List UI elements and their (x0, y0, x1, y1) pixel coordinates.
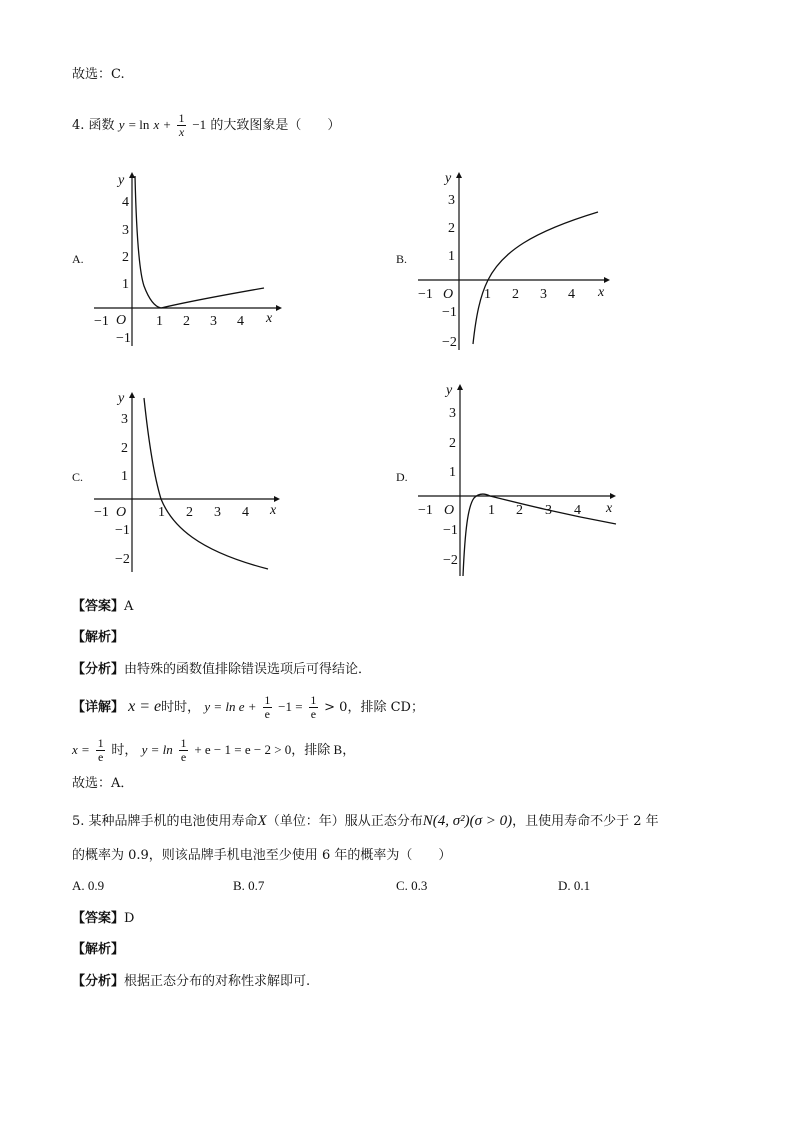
q4-detail1-a: x = e (128, 698, 162, 715)
graph-b-y-label: y (445, 171, 452, 186)
graph-a-ytick: 4 (122, 195, 129, 210)
graph-c-xtick: 4 (242, 505, 249, 520)
graph-d-curve (463, 494, 616, 576)
graph-a-x-label: x (266, 311, 273, 326)
q4-formula-tail: −1 (192, 117, 207, 132)
graph-b-x-arrow (604, 277, 610, 283)
q5-analysis-label: 【解析】 (72, 942, 125, 957)
graph-b-xtick: 1 (484, 287, 491, 302)
q4-formula-fraction (177, 112, 186, 139)
q4-detail-tag: 【详解】 (72, 700, 125, 715)
q4-detail2-b: 时， (111, 743, 138, 758)
q4-detail2-c: y = ln (141, 742, 173, 757)
q4-detail1-frac-num: 1 (264, 693, 271, 707)
q5-answer-line (72, 910, 134, 928)
graph-b-ytick: 2 (448, 221, 455, 236)
graph-c-y-arrow (129, 392, 135, 398)
graph-a-xtick: 2 (183, 314, 190, 329)
q5-choice-b: B. 0.7 (233, 878, 265, 893)
q5-fenxi-line (72, 973, 310, 991)
q4-detail1-c: y = ln e + (204, 699, 257, 714)
graph-c-x-arrow (274, 496, 280, 502)
option-d-graph (412, 380, 622, 580)
q4-detail1-frac-den: e (264, 707, 270, 721)
q4-answer: A (124, 599, 134, 614)
q4-detail2-frac2-den: e (180, 750, 187, 764)
q4-detail2-frac (96, 737, 105, 764)
q5-line1-c: ，且使用寿命不少于 2 年 (512, 814, 659, 829)
graph-d-origin: O (444, 503, 455, 518)
q4-stem-suffix: 的大致图象是（ ） (210, 118, 341, 133)
q5-stem-line1 (72, 812, 659, 831)
graph-a-curve (135, 176, 264, 308)
q4-formula-eq: = ln (128, 117, 150, 132)
graph-d-y-arrow (457, 384, 463, 390)
q4-number: 4. (72, 118, 85, 133)
q5-line1-b: （单位：年）服从正态分布 (266, 814, 423, 829)
q4-detail1-frac2-num: 1 (310, 693, 317, 707)
graph-c-ytick: 1 (121, 469, 128, 484)
graph-b-xtick: 4 (568, 287, 575, 302)
graph-a-ytick: 2 (122, 250, 129, 265)
q4-detail1-e: > 0，排除 CD； (324, 700, 424, 715)
q4-detail2-frac-num: 1 (97, 736, 104, 750)
graph-d-xtick: 4 (574, 503, 581, 518)
q4-detail2-frac2-num: 1 (180, 736, 187, 750)
graph-b-ytick: −1 (442, 305, 457, 320)
graph-a-y-arrow (129, 172, 135, 178)
graph-c-ytick: −2 (115, 552, 130, 567)
graph-d-x-label: x (606, 501, 613, 516)
graph-c-origin: O (116, 505, 127, 520)
q4-answer-line (72, 598, 133, 616)
option-b-label: B. (396, 252, 408, 266)
q4-detail1-d: −1 = (278, 699, 303, 714)
graph-b-ytick: 1 (448, 249, 455, 264)
q4-detail1-b: 时时， (161, 700, 201, 715)
option-b-graph (412, 166, 622, 354)
graph-a-ytick: 1 (122, 277, 129, 292)
graph-a-xtick: 1 (156, 314, 163, 329)
graph-d-xtick: 2 (516, 503, 523, 518)
graph-c-xtick: 1 (158, 505, 165, 520)
q4-fenxi-line (72, 661, 371, 679)
q4-conclusion: 故选：A． (72, 776, 134, 791)
q4-fenxi-tag: 【分析】 (72, 662, 125, 677)
graph-b-ytick: −2 (442, 335, 457, 350)
graph-c-x-label: x (270, 503, 277, 518)
graph-c-y-label: y (118, 391, 125, 406)
graph-c-ytick: −1 (115, 523, 130, 538)
q4-formula-plus: + (163, 117, 171, 132)
q4-detail2-frac2 (179, 737, 188, 764)
q4-stem-prefix: 函数 (88, 118, 115, 133)
q4-detail2-a: x = (72, 742, 90, 757)
graph-d-ytick: 2 (449, 436, 456, 451)
graph-b-ytick: 3 (448, 193, 455, 208)
q4-stem (72, 112, 340, 139)
graph-a-y-label: y (118, 173, 125, 188)
graph-d-x-arrow (610, 493, 616, 499)
q5-fenxi: 根据正态分布的对称性求解即可. (124, 974, 311, 989)
q4-frac-den: x (178, 125, 185, 139)
graph-c-xtick: 2 (186, 505, 193, 520)
q4-detail2-d: + e − 1 = e − 2 > 0，排除 B， (194, 742, 356, 757)
q4-analysis-tag (72, 629, 124, 647)
q5-choice-d: D. 0.1 (558, 878, 591, 893)
option-d-label: D. (396, 470, 408, 484)
q4-detail1-frac2-den: e (310, 707, 317, 721)
q4-frac-num: 1 (178, 111, 185, 125)
graph-d-ytick: 3 (449, 406, 456, 421)
q5-fenxi-tag: 【分析】 (72, 974, 125, 989)
q4-analysis-label: 【解析】 (72, 630, 125, 645)
previous-answer: 故选：C. (72, 67, 125, 82)
graph-c-ytick: 3 (121, 412, 128, 427)
graph-d-xtick: 1 (488, 503, 495, 518)
q4-detail2-frac-den: e (97, 750, 104, 764)
q5-choice-c: C. 0.3 (396, 878, 428, 893)
graph-a-xtick: 4 (237, 314, 244, 329)
q4-fenxi: 由特殊的函数值排除错误选项后可得结论． (124, 662, 372, 677)
graph-a-origin: O (116, 313, 127, 328)
graph-b-xtick: 3 (540, 287, 547, 302)
graph-c-xtick: −1 (94, 505, 109, 520)
q5-line1-N: N(4, σ²)(σ > 0) (422, 813, 513, 829)
q4-formula-y: y (118, 117, 125, 132)
graph-a-xtick: 3 (210, 314, 217, 329)
graph-c-xtick: 3 (214, 505, 221, 520)
graph-b-xtick: −1 (418, 287, 433, 302)
q4-detail-line1 (72, 694, 424, 721)
graph-b-xtick: 2 (512, 287, 519, 302)
q5-analysis-tag (72, 941, 124, 959)
graph-d-ytick: −2 (443, 553, 458, 568)
graph-b-y-arrow (456, 172, 462, 178)
graph-d-xtick: 3 (545, 503, 552, 518)
graph-b-x-label: x (598, 285, 605, 300)
graph-a-ytick: 3 (122, 223, 129, 238)
graph-a-ytick: −1 (116, 331, 131, 346)
q4-formula-x: x (153, 117, 160, 132)
graph-d-ytick: −1 (443, 523, 458, 538)
q5-choice-a: A. 0.9 (72, 878, 105, 893)
q4-detail1-frac2 (309, 694, 318, 721)
graph-c-ytick: 2 (121, 441, 128, 456)
option-a-graph (88, 168, 288, 350)
graph-b-curve (473, 212, 598, 344)
graph-a-xtick: −1 (94, 314, 109, 329)
option-c-graph (88, 386, 288, 576)
option-a-label: A. (72, 252, 84, 266)
option-c-label: C. (72, 470, 84, 484)
q4-detail1-frac (263, 694, 272, 721)
q5-answer: D (124, 911, 135, 926)
q5-answer-tag: 【答案】 (72, 911, 125, 926)
graph-d-y-label: y (446, 383, 453, 398)
q5-stem-line2: 的概率为 0.9，则该品牌手机电池至少使用 6 年的概率为（ ） (72, 848, 452, 863)
graph-d-xtick: −1 (418, 503, 433, 518)
q5-line1-a: 5. 某种品牌手机的电池使用寿命 (72, 814, 258, 829)
graph-a-x-arrow (276, 305, 282, 311)
q5-line1-X: X (257, 813, 267, 829)
q4-answer-tag: 【答案】 (72, 599, 125, 614)
q4-detail-line2 (72, 737, 355, 764)
graph-b-origin: O (443, 287, 454, 302)
graph-d-ytick: 1 (449, 465, 456, 480)
graph-c-curve (144, 398, 268, 569)
